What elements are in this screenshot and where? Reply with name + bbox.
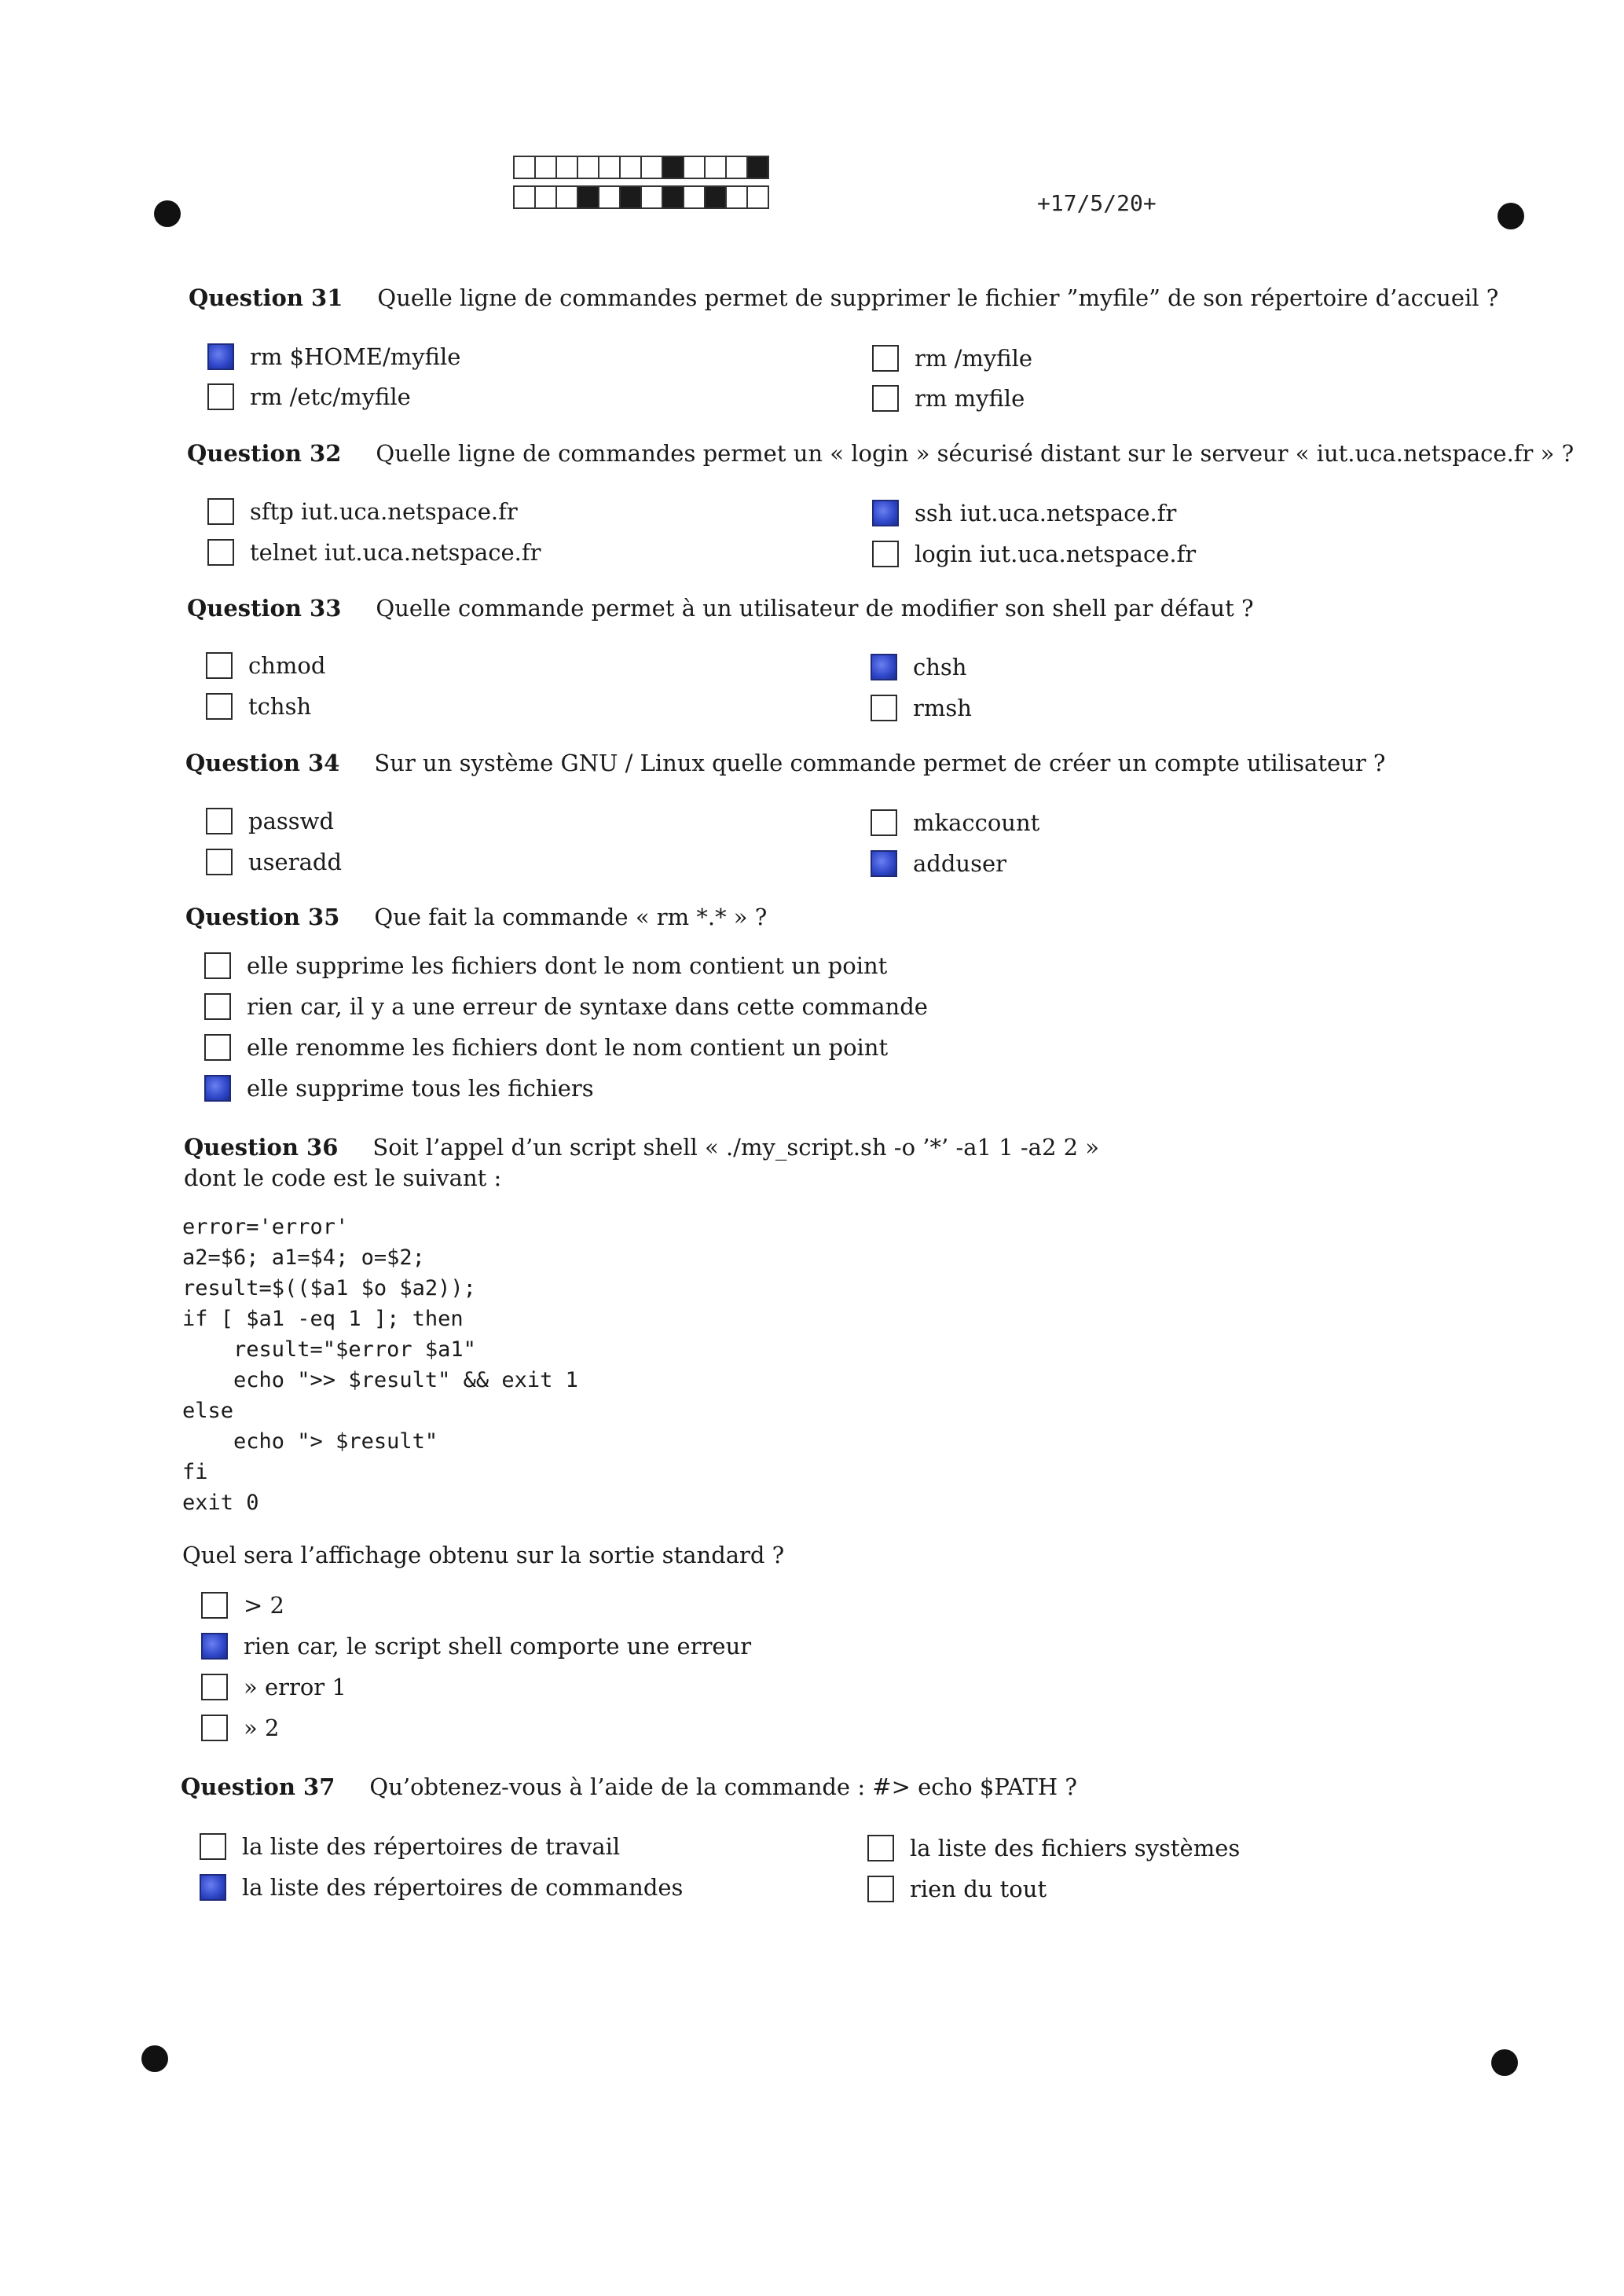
option-label: tchsh [248, 693, 312, 720]
question-prompt: Quel sera l’affichage obtenu sur la sortie standard ? [182, 1542, 785, 1568]
question-number: Question 35 [185, 904, 340, 930]
id-grid-cell [662, 156, 684, 179]
answer-option[interactable] [871, 654, 966, 680]
id-grid-cell [662, 185, 684, 209]
answer-option[interactable] [201, 1592, 284, 1619]
checkbox[interactable] [204, 1034, 231, 1061]
id-grid-cell [746, 156, 769, 179]
question-number: Question 37 [181, 1773, 335, 1800]
question-subtext: dont le code est le suivant : [184, 1165, 502, 1191]
registration-mark-bottom-right [1491, 2049, 1518, 2076]
checkbox[interactable] [872, 541, 899, 567]
id-grid-cell [640, 156, 663, 179]
checkbox[interactable] [871, 654, 897, 680]
checkbox[interactable] [867, 1835, 894, 1861]
option-label: rien car, il y a une erreur de syntaxe dans cette commande [247, 993, 928, 1020]
id-grid-top [513, 156, 768, 179]
answer-option[interactable] [207, 498, 518, 525]
option-label: rm /etc/myfile [250, 383, 411, 410]
option-label: login iut.uca.netspace.fr [915, 541, 1197, 567]
id-grid-cell [725, 156, 748, 179]
option-label: > 2 [244, 1592, 284, 1619]
answer-option[interactable] [204, 1034, 888, 1061]
option-label: rien car, le script shell comporte une erreur [244, 1633, 752, 1660]
question-text: Que fait la commande « rm *.* » ? [374, 904, 768, 930]
question-number: Question 31 [189, 284, 343, 311]
option-label: rmsh [913, 695, 972, 721]
checkbox[interactable] [871, 809, 897, 836]
checkbox[interactable] [204, 952, 231, 979]
page-code: +17/5/20+ [1037, 190, 1157, 216]
option-label: rien du tout [910, 1876, 1047, 1902]
id-grid-cell [746, 185, 769, 209]
id-grid-cell [598, 185, 621, 209]
answer-option[interactable] [871, 850, 1006, 877]
question-35 [185, 904, 767, 930]
answer-option[interactable] [204, 952, 887, 979]
answer-option[interactable] [872, 500, 1176, 526]
answer-option[interactable] [206, 849, 342, 875]
answer-option[interactable] [201, 1674, 346, 1700]
option-label: mkaccount [913, 809, 1040, 836]
id-grid-cell [534, 185, 557, 209]
answer-option[interactable] [201, 1715, 279, 1741]
checkbox[interactable] [204, 993, 231, 1020]
registration-mark-top-left [154, 200, 181, 227]
question-text: Quelle commande permet à un utilisateur de modifier son shell par défaut ? [376, 595, 1254, 622]
option-label: chsh [913, 654, 967, 680]
id-grid-bottom [513, 185, 768, 209]
option-label: » error 1 [244, 1674, 346, 1700]
checkbox[interactable] [867, 1876, 894, 1902]
answer-option[interactable] [206, 693, 311, 720]
question-36 [184, 1134, 1099, 1161]
answer-option[interactable] [207, 343, 460, 370]
option-label: ssh iut.uca.netspace.fr [915, 500, 1177, 526]
question-33 [187, 595, 1254, 622]
checkbox[interactable] [871, 850, 897, 877]
question-number: Question 33 [187, 595, 342, 622]
answer-option[interactable] [871, 809, 1039, 836]
answer-option[interactable] [207, 383, 411, 410]
checkbox[interactable] [201, 1592, 228, 1619]
checkbox[interactable] [871, 695, 897, 721]
id-grid-cell [640, 185, 663, 209]
question-34 [185, 750, 1385, 776]
question-number: Question 36 [184, 1134, 339, 1161]
answer-option[interactable] [867, 1876, 1047, 1902]
checkbox[interactable] [206, 652, 233, 679]
answer-option[interactable] [871, 695, 972, 721]
checkbox[interactable] [207, 383, 234, 410]
id-grid-cell [619, 156, 642, 179]
id-grid-cell [683, 156, 706, 179]
checkbox[interactable] [207, 539, 234, 566]
answer-option[interactable] [200, 1833, 620, 1860]
answer-option[interactable] [207, 539, 541, 566]
id-grid-cell [725, 185, 748, 209]
option-label: elle supprime tous les fichiers [247, 1075, 594, 1102]
question-text: Quelle ligne de commandes permet de supprimer le fichier ”myfile” de son répertoire d’accueil ? [377, 284, 1499, 311]
checkbox[interactable] [201, 1633, 228, 1660]
registration-mark-top-right [1498, 203, 1524, 229]
question-text: Sur un système GNU / Linux quelle commande permet de créer un compte utilisateur ? [374, 750, 1386, 776]
answer-option[interactable] [201, 1633, 751, 1660]
checkbox[interactable] [872, 385, 899, 412]
id-grid-cell [619, 185, 642, 209]
answer-option[interactable] [204, 1075, 594, 1102]
question-text: Quelle ligne de commandes permet un « login » sécurisé distant sur le serveur « iut.uca.netspace.fr » ? [376, 440, 1575, 467]
option-label: elle renomme les fichiers dont le nom contient un point [247, 1034, 889, 1061]
answer-option[interactable] [872, 385, 1025, 412]
checkbox[interactable] [201, 1674, 228, 1700]
question-number: Question 32 [187, 440, 342, 467]
answer-option[interactable] [200, 1874, 683, 1901]
option-label: » 2 [244, 1715, 280, 1741]
option-label: la liste des répertoires de travail [242, 1833, 621, 1860]
answer-option[interactable] [206, 808, 334, 834]
id-grid-cell [534, 156, 557, 179]
id-grid-cell [577, 156, 599, 179]
option-label: rm myfile [915, 385, 1025, 412]
checkbox[interactable] [206, 849, 233, 875]
checkbox[interactable] [207, 343, 234, 370]
checkbox[interactable] [207, 498, 234, 525]
checkbox[interactable] [206, 808, 233, 834]
option-label: elle supprime les fichiers dont le nom contient un point [247, 952, 888, 979]
option-label: rm $HOME/myfile [250, 343, 461, 370]
checkbox[interactable] [872, 345, 899, 372]
id-grid-cell [555, 185, 578, 209]
option-label: la liste des répertoires de commandes [242, 1874, 684, 1901]
id-grid-cell [704, 185, 727, 209]
option-label: useradd [248, 849, 343, 875]
id-grid-cell [704, 156, 727, 179]
option-label: la liste des fichiers systèmes [910, 1835, 1241, 1861]
question-number: Question 34 [185, 750, 340, 776]
checkbox[interactable] [204, 1075, 231, 1102]
option-label: sftp iut.uca.netspace.fr [250, 498, 518, 525]
id-grid-cell [513, 185, 536, 209]
checkbox[interactable] [200, 1874, 226, 1901]
option-label: adduser [913, 850, 1007, 877]
question-37 [181, 1773, 1077, 1800]
answer-option[interactable] [872, 541, 1196, 567]
answer-option[interactable] [872, 345, 1032, 372]
script-code-block: error='error' a2=$6; a1=$4; o=$2; result=$(($a1 $o $a2)); if [ $a1 -eq 1 ]; then result="$error $a1" echo ">> $result" && exit 1 else echo "> $result" fi exit 0 [182, 1215, 578, 1515]
id-grid-cell [555, 156, 578, 179]
checkbox[interactable] [201, 1715, 228, 1741]
option-label: telnet iut.uca.netspace.fr [250, 539, 541, 566]
answer-option[interactable] [206, 652, 325, 679]
question-31 [189, 284, 1498, 311]
checkbox[interactable] [872, 500, 899, 526]
checkbox[interactable] [200, 1833, 226, 1860]
option-label: chmod [248, 652, 326, 679]
answer-option[interactable] [867, 1835, 1240, 1861]
answer-option[interactable] [204, 993, 928, 1020]
question-text: Soit l’appel d’un script shell « ./my_script.sh -o ’*’ -a1 1 -a2 2 » [372, 1134, 1100, 1161]
option-label: passwd [248, 808, 335, 834]
question-text: Qu’obtenez-vous à l’aide de la commande : #> echo $PATH ? [369, 1773, 1077, 1800]
id-grid-cell [577, 185, 599, 209]
id-grid-cell [598, 156, 621, 179]
id-grid-cell [683, 185, 706, 209]
option-label: rm /myfile [915, 345, 1033, 372]
checkbox[interactable] [206, 693, 233, 720]
registration-mark-bottom-left [141, 2045, 168, 2072]
id-grid-cell [513, 156, 536, 179]
question-32 [187, 440, 1574, 467]
